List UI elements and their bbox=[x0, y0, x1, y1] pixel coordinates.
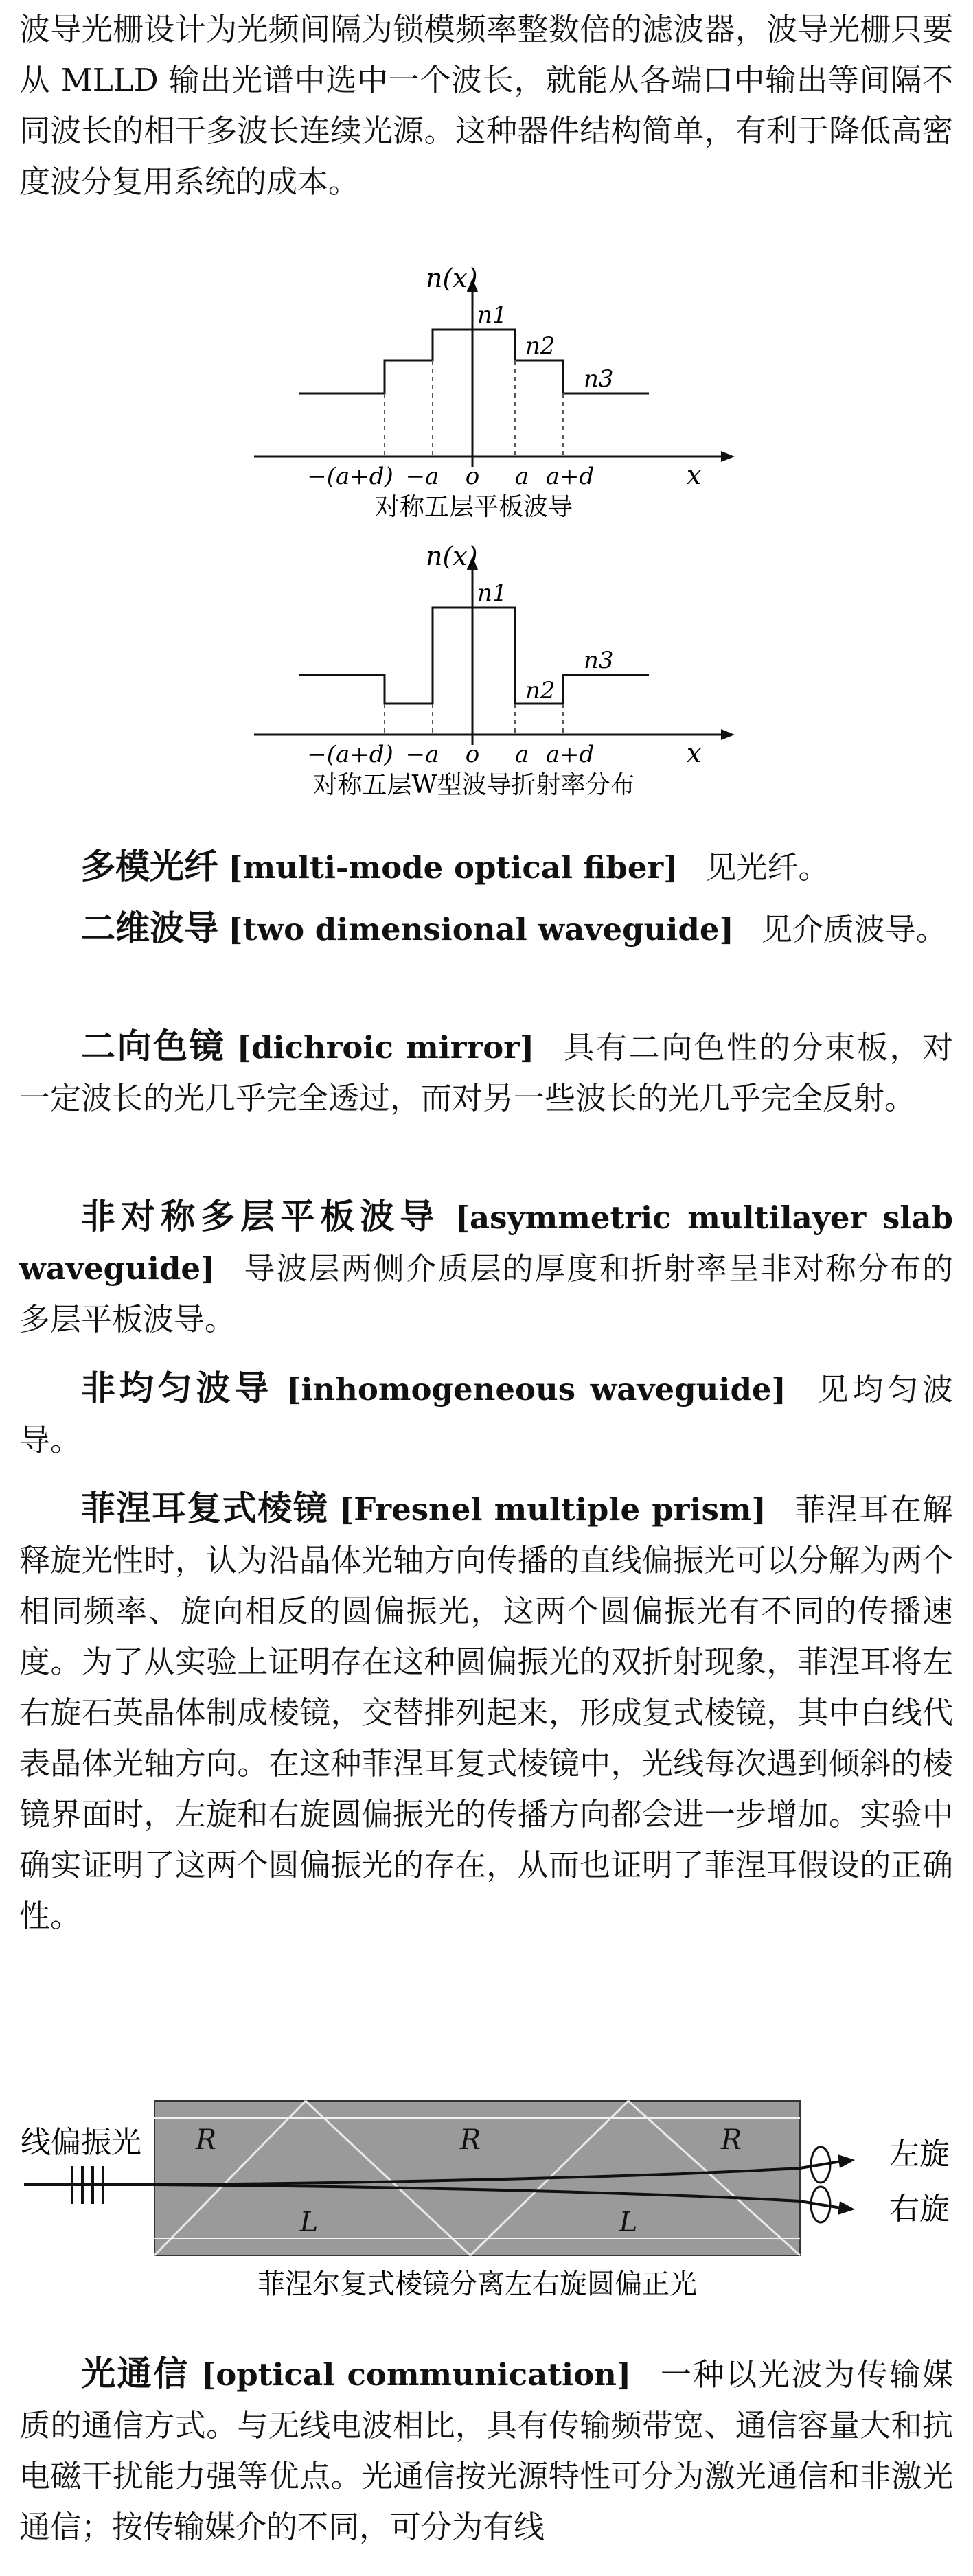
prism-label-L: L bbox=[299, 2207, 319, 2238]
figure-caption: 对称五层W型波导折射率分布 bbox=[312, 771, 635, 799]
entry-definition: 见介质波导。 bbox=[761, 911, 947, 947]
prism-label-R: R bbox=[720, 2124, 742, 2156]
level-label-n1: n1 bbox=[477, 579, 507, 607]
entry-definition: 菲涅耳在解释旋光性时，认为沿晶体光轴方向传播的直线偏振光可以分解为两个相同频率、旋向相反的圆偏振光，这两个圆偏振光有不同的传播速度。为了从实验上证明存在这种圆偏振光的双折射现象，菲涅耳将左右旋石英晶体制成棱镜，交替排列起来，形成复式棱镜，其中白线代表晶体光轴方向。在这种菲涅耳复式棱镜中，光线每次遇到倾斜的棱镜界面时，左旋和右旋圆偏振光的传播方向都会进一步增加。实验中确实证明了这两个圆偏振光的存在，从而也证明了菲涅耳假设的正确性。 bbox=[19, 1491, 954, 1934]
tick-label: −(a+d) bbox=[307, 463, 393, 490]
entry-term: 菲涅耳复式棱镜 bbox=[81, 1488, 329, 1528]
figure-caption: 菲涅尔复式棱镜分离左右旋圆偏正光 bbox=[257, 2268, 697, 2300]
intro-paragraph: 波导光栅设计为光频间隔为锁模频率整数倍的滤波器，波导光栅只要从 MLLD 输出光谱中选中一个波长，就能从各端口中输出等间隔不同波长的相干多波长连续光源。这种器件结构简单，有利于降低高密度波分复用系统的成本。 bbox=[19, 11, 953, 200]
tick-label: o bbox=[465, 463, 480, 490]
level-label-n1: n1 bbox=[477, 301, 507, 329]
entry-english: [two dimensional waveguide] bbox=[228, 911, 734, 947]
entry-definition: 一种以光波为传输媒质的通信方式。与无线电波相比，具有传输频带宽、通信容量大和抗电磁干扰能力强等优点。光通信按光源特性可分为激光通信和非激光通信；按传输媒介的不同，可分为有线 bbox=[19, 2356, 953, 2545]
entry-definition: 见均匀波导。 bbox=[19, 1371, 954, 1458]
x-axis-arrow-icon bbox=[721, 729, 735, 740]
entry-term: 非均匀波导 bbox=[81, 1368, 273, 1408]
entry-term: 非对称多层平板波导 bbox=[81, 1197, 440, 1237]
entry-definition: 具有二向色性的分束板，对一定波长的光几乎完全透过，而对另一些波长的光几乎完全反射。 bbox=[19, 1029, 954, 1116]
output-label-left: 左旋 bbox=[889, 2137, 950, 2172]
entry-fresnel-prism bbox=[19, 1483, 953, 1942]
figure-fresnel-prism bbox=[14, 2087, 961, 2314]
prism-label-R: R bbox=[459, 2124, 481, 2156]
entry-english: [asymmetric multilayer slab waveguide] bbox=[19, 1199, 953, 1287]
tick-label: o bbox=[465, 741, 480, 768]
tick-label: −(a+d) bbox=[307, 741, 393, 768]
tick-label: a bbox=[514, 741, 529, 768]
entry-definition: 见光纤。 bbox=[705, 849, 829, 886]
level-label-n2: n2 bbox=[525, 677, 556, 704]
tick-label: −a bbox=[405, 741, 439, 768]
tick-label: −a bbox=[405, 463, 439, 490]
figure-five-layer-slab bbox=[227, 261, 748, 536]
x-axis-label: x bbox=[687, 738, 702, 768]
prism-label-R: R bbox=[195, 2124, 217, 2156]
x-axis-label: x bbox=[687, 460, 702, 490]
figure-caption: 对称五层平板波导 bbox=[374, 493, 573, 521]
entry-multimode-fiber bbox=[19, 841, 953, 893]
tick-guides bbox=[385, 704, 563, 735]
tick-label: a+d bbox=[545, 741, 595, 768]
entry-term: 光通信 bbox=[81, 2354, 190, 2393]
entry-english: [multi-mode optical fiber] bbox=[228, 849, 678, 886]
level-label-n3: n3 bbox=[584, 365, 614, 393]
prism-label-L: L bbox=[619, 2207, 638, 2238]
tick-label: a bbox=[514, 463, 529, 490]
tick-guides bbox=[385, 360, 563, 457]
entry-term: 二维波导 bbox=[81, 908, 218, 948]
entry-english: [dichroic mirror] bbox=[236, 1029, 535, 1066]
entry-dichroic-mirror bbox=[19, 1021, 953, 1124]
level-label-n2: n2 bbox=[525, 332, 556, 360]
entry-english: [inhomogeneous waveguide] bbox=[286, 1371, 786, 1407]
entry-definition: 导波层两侧介质层的厚度和折射率呈非对称分布的多层平板波导。 bbox=[19, 1250, 953, 1337]
entry-english: [Fresnel multiple prism] bbox=[339, 1491, 766, 1528]
level-label-n3: n3 bbox=[584, 647, 614, 674]
y-axis-label: n(x) bbox=[426, 263, 478, 293]
y-axis-label: n(x) bbox=[426, 541, 478, 571]
output-label-right: 右旋 bbox=[889, 2192, 950, 2227]
x-axis-arrow-icon bbox=[721, 451, 735, 462]
entry-optical-communication bbox=[19, 2348, 953, 2553]
arrow-icon bbox=[838, 2201, 855, 2215]
entry-term: 二向色镜 bbox=[81, 1026, 225, 1066]
entry-inhomogeneous-waveguide bbox=[19, 1363, 953, 1466]
entry-english: [optical communication] bbox=[201, 2356, 632, 2393]
entry-2d-waveguide bbox=[19, 903, 953, 955]
entry-asymmetric-slab bbox=[19, 1191, 953, 1345]
arrow-icon bbox=[838, 2154, 855, 2168]
tick-label: a+d bbox=[545, 463, 595, 490]
figure-w-type-waveguide bbox=[227, 539, 748, 814]
input-label: 线偏振光 bbox=[21, 2125, 141, 2160]
entry-term: 多模光纤 bbox=[81, 847, 218, 886]
